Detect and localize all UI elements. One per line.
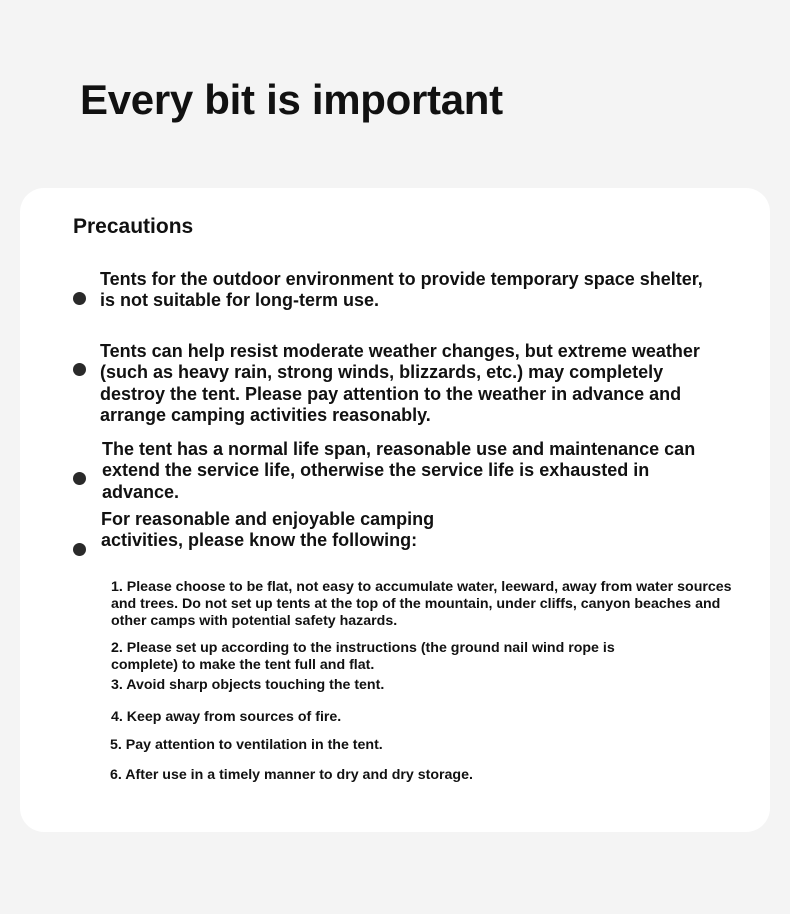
list-item: 2. Please set up according to the instructions (the ground nail wind rope is complete) to make the tent full and flat. [111,640,615,673]
bullet-icon [73,543,86,556]
page-title: Every bit is important [80,76,503,123]
bullet-text: For reasonable and enjoyable camping activities, please know the following: [101,509,435,551]
list-item: 5. Pay attention to ventilation in the tent. [110,737,383,753]
bullet-text: Tents can help resist moderate weather changes, but extreme weather (such as heavy rain, strong winds, blizzards, etc.) may completely destroy the tent. Please pay attention to the weather in advance and arrange camping activities reasonably. [100,341,700,425]
list-item: 6. After use in a timely manner to dry and dry storage. [110,767,473,783]
bullet-icon [73,363,86,376]
list-item: 1. Please choose to be flat, not easy to accumulate water, leeward, away from water sources and trees. Do not set up tents at the top of the mountain, under cliffs, canyon beaches and other camps with potential safety hazards. [111,579,732,629]
list-item: 4. Keep away from sources of fire. [111,709,342,725]
bullet-icon [73,292,86,305]
bullet-text: The tent has a normal life span, reasonable use and maintenance can extend the service life, otherwise the service life is exhausted in advance. [102,439,696,502]
bullet-text: Tents for the outdoor environment to provide temporary space shelter, is not suitable for long-term use. [100,269,703,311]
bullet-icon [73,472,86,485]
list-item: 3. Avoid sharp objects touching the tent. [111,677,385,693]
section-heading: Precautions [73,215,194,238]
